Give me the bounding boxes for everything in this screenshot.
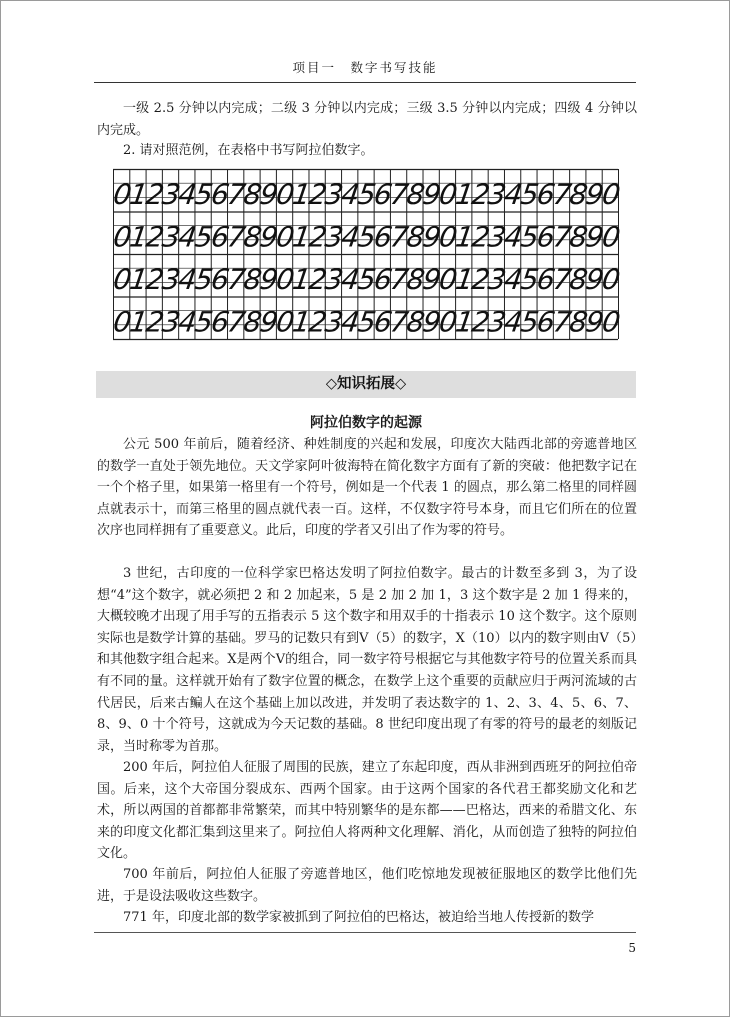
practice-digit: 6 bbox=[371, 305, 395, 339]
practice-digit: 2 bbox=[143, 305, 167, 339]
practice-digit: 9 bbox=[583, 305, 607, 339]
practice-digit: 8 bbox=[404, 305, 427, 339]
practice-digit: 8 bbox=[241, 177, 265, 211]
practice-digit: 8 bbox=[567, 305, 590, 339]
practice-digit: 1 bbox=[290, 305, 313, 339]
practice-digit: 6 bbox=[371, 262, 395, 296]
practice-digit: 7 bbox=[225, 220, 248, 254]
practice-digit: 7 bbox=[551, 305, 574, 339]
practice-digit: 2 bbox=[143, 220, 167, 254]
header-rule bbox=[94, 82, 636, 83]
practice-digit: 3 bbox=[160, 220, 183, 254]
practice-digit: 4 bbox=[339, 305, 362, 339]
practice-digit: 2 bbox=[469, 220, 493, 254]
practice-digit: 1 bbox=[127, 305, 150, 339]
practice-digit: 5 bbox=[192, 262, 216, 296]
practice-digit: 6 bbox=[371, 177, 395, 211]
practice-digit: 4 bbox=[502, 305, 525, 339]
practice-digit: 0 bbox=[274, 220, 297, 254]
practice-digit: 9 bbox=[420, 177, 444, 211]
article-paragraph: 771 年，印度北部的数学家被抓到了阿拉伯的巴格达，被迫给当地人传授新的数学 bbox=[123, 910, 594, 925]
practice-digit: 2 bbox=[469, 177, 493, 211]
practice-digit: 4 bbox=[502, 177, 525, 211]
practice-digit: 0 bbox=[437, 177, 460, 211]
practice-digit: 1 bbox=[290, 177, 313, 211]
practice-digit: 0 bbox=[111, 220, 134, 254]
practice-digit: 8 bbox=[567, 220, 590, 254]
practice-digit: 0 bbox=[111, 305, 134, 339]
practice-digit: 1 bbox=[127, 262, 150, 296]
running-header: 项目一 数字书写技能 bbox=[292, 60, 438, 75]
practice-digit: 2 bbox=[469, 262, 493, 296]
practice-digit: 6 bbox=[534, 262, 558, 296]
practice-digit: 5 bbox=[192, 177, 216, 211]
practice-digit: 6 bbox=[208, 262, 232, 296]
practice-digit: 9 bbox=[583, 262, 607, 296]
practice-digit: 0 bbox=[111, 262, 134, 296]
practice-digit: 4 bbox=[502, 220, 525, 254]
practice-digit: 5 bbox=[355, 177, 379, 211]
practice-digit: 1 bbox=[453, 220, 476, 254]
practice-digit: 3 bbox=[323, 177, 346, 211]
article-paragraph: 公元 500 年前后，随着经济、种姓制度的兴起和发展，印度次大陆西北部的旁遮普地区的数学一直处于领先地位。天文学家阿叶彼海特在简化数字方面有了新的突破：他把数字记在一个个格子里，如果第一格里有一个符号，例如是一个代表 1 的圆点，那么第二格里的同样圆点就表示十，而第三格里的圆点就代表一百。这样，不仅数字符号本身，而且它们所在的位置次序也同样拥有了重要意义。此后，印度的学者又引出了作为零的符号。 bbox=[97, 437, 637, 539]
practice-digit: 9 bbox=[420, 220, 444, 254]
practice-digit: 6 bbox=[371, 220, 395, 254]
article-paragraph: 700 年前后，阿拉伯人征服了旁遮普地区，他们吃惊地发现被征服地区的数学比他们先进，于是设法吸收这些数字。 bbox=[97, 867, 637, 904]
practice-digit: 8 bbox=[404, 177, 427, 211]
practice-digit: 8 bbox=[404, 220, 427, 254]
practice-digit: 8 bbox=[241, 262, 265, 296]
practice-digit: 1 bbox=[453, 177, 476, 211]
practice-digit: 1 bbox=[290, 262, 313, 296]
practice-digit: 4 bbox=[176, 262, 199, 296]
practice-digit: 3 bbox=[323, 305, 346, 339]
practice-digit: 2 bbox=[306, 305, 330, 339]
practice-digit: 8 bbox=[567, 262, 590, 296]
practice-digit: 2 bbox=[469, 305, 493, 339]
practice-digit: 0 bbox=[111, 177, 134, 211]
practice-digit: 7 bbox=[225, 262, 248, 296]
practice-digit: 5 bbox=[192, 305, 216, 339]
practice-digit: 4 bbox=[502, 262, 525, 296]
practice-digit: 6 bbox=[534, 305, 558, 339]
practice-digit: 2 bbox=[143, 177, 167, 211]
practice-digit: 0 bbox=[599, 262, 623, 296]
practice-digit: 3 bbox=[160, 305, 183, 339]
practice-digit: 1 bbox=[453, 305, 476, 339]
practice-digit: 1 bbox=[127, 177, 150, 211]
practice-digit: 2 bbox=[306, 220, 330, 254]
practice-digit: 4 bbox=[176, 220, 199, 254]
practice-digit: 2 bbox=[143, 262, 167, 296]
practice-digit: 7 bbox=[388, 305, 411, 339]
practice-digit: 2 bbox=[306, 177, 330, 211]
practice-digit: 3 bbox=[323, 220, 346, 254]
practice-digit: 0 bbox=[274, 177, 297, 211]
practice-digit: 3 bbox=[485, 220, 509, 254]
practice-digit: 8 bbox=[567, 177, 590, 211]
practice-digit: 7 bbox=[225, 177, 248, 211]
practice-digit: 7 bbox=[225, 305, 248, 339]
practice-digit: 6 bbox=[534, 177, 558, 211]
practice-digit: 7 bbox=[388, 177, 411, 211]
practice-digit: 9 bbox=[420, 305, 444, 339]
page-number: 5 bbox=[628, 941, 636, 955]
practice-digit: 5 bbox=[518, 177, 541, 211]
practice-digit: 0 bbox=[599, 305, 623, 339]
practice-digit: 7 bbox=[388, 220, 411, 254]
practice-digit: 0 bbox=[274, 262, 297, 296]
practice-digit: 6 bbox=[209, 305, 232, 339]
practice-digit: 9 bbox=[257, 177, 281, 211]
practice-digit: 3 bbox=[485, 305, 509, 339]
practice-digit: 5 bbox=[355, 220, 379, 254]
practice-digit: 0 bbox=[437, 262, 460, 296]
practice-digit: 0 bbox=[274, 305, 297, 339]
practice-digit: 5 bbox=[518, 262, 541, 296]
practice-digit: 8 bbox=[404, 262, 427, 296]
practice-digit: 9 bbox=[257, 305, 281, 339]
article-title: 阿拉伯数字的起源 bbox=[310, 415, 422, 431]
practice-digit: 3 bbox=[323, 262, 346, 296]
practice-digit: 9 bbox=[583, 177, 607, 211]
practice-digit: 5 bbox=[518, 305, 541, 339]
article-paragraph: 3 世纪，古印度的一位科学家巴格达发明了阿拉伯数字。最古的计数至多到 3，为了设想“4”这个数字，就必须把 2 和 2 加起来，5 是 2 加 2 加 1，3 这个数字是 2 加 1 得来的，大概较晚才出现了用手写的五指表示 5 这个数字和用双手的十指表示 10 这个数字。这个原则实际也是数学计算的基础。罗马的记数只有到Ⅴ（5）的数字，Ⅹ（10）以内的数字则由Ⅴ（5）和其他数字组合起来。Ⅹ是两个Ⅴ的组合，同一数字符号根据它与其他数字符号的位置关系而具有不同的量。这样就开始有了数字位置的概念，在数学上这个重要的贡献应归于两河流域的古代居民，后来古鳊人在这个基础上加以改进，并发明了表达数字的 1、2、3、4、5、6、7、8、9、0 十个符号，这就成为今天记数的基础。8 世纪印度出现了有零的符号的最老的刻版记录，当时称零为首那。 bbox=[97, 566, 637, 754]
digit-practice-grid bbox=[111, 169, 623, 339]
practice-digit: 7 bbox=[551, 262, 574, 296]
intro-line-1: 一级 2.5 分钟以内完成；二级 3 分钟以内完成；三级 3.5 分钟以内完成；四级 4 分钟以内完成。 bbox=[97, 101, 637, 138]
practice-digit: 1 bbox=[127, 220, 150, 254]
practice-digit: 8 bbox=[241, 220, 265, 254]
practice-digit: 5 bbox=[355, 262, 379, 296]
practice-digit: 6 bbox=[209, 177, 232, 211]
footer-rule bbox=[94, 932, 636, 933]
practice-digit: 4 bbox=[339, 177, 362, 211]
practice-digit: 7 bbox=[551, 220, 574, 254]
practice-digit: 9 bbox=[257, 220, 281, 254]
practice-digit: 3 bbox=[485, 177, 509, 211]
practice-digit: 4 bbox=[176, 305, 199, 339]
practice-digit: 5 bbox=[518, 220, 541, 254]
practice-digit: 6 bbox=[534, 220, 558, 254]
practice-digit: 5 bbox=[355, 305, 379, 339]
practice-digit: 4 bbox=[176, 177, 199, 211]
practice-digit: 1 bbox=[453, 262, 476, 296]
practice-digit: 0 bbox=[437, 305, 460, 339]
practice-digit: 3 bbox=[160, 177, 183, 211]
practice-digit: 0 bbox=[599, 177, 623, 211]
practice-digit: 7 bbox=[388, 262, 411, 296]
article-paragraph: 200 年后，阿拉伯人征服了周围的民族，建立了东起印度，西从非洲到西班牙的阿拉伯帝国。后来，这个大帝国分裂成东、西两个国家。由于这两个国家的各代君王都奖励文化和艺术，所以两国的首都都非常繁荣，而其中特别繁华的是东都——巴格达，西来的希腊文化、东来的印度文化都汇集到这里来了。阿拉伯人将两种文化理解、消化，从而创造了独特的阿拉伯文化。 bbox=[97, 760, 637, 862]
practice-digit: 0 bbox=[437, 220, 460, 254]
practice-digit: 5 bbox=[192, 220, 216, 254]
practice-digit: 8 bbox=[241, 305, 265, 339]
knowledge-banner: ◇知识拓展◇ bbox=[96, 371, 636, 398]
practice-digit: 3 bbox=[160, 262, 183, 296]
practice-digit: 4 bbox=[339, 262, 362, 296]
practice-digit: 0 bbox=[599, 220, 623, 254]
practice-digit: 4 bbox=[339, 220, 362, 254]
practice-digit: 9 bbox=[420, 262, 444, 296]
practice-digit: 9 bbox=[257, 262, 281, 296]
intro-line-2: 2. 请对照范例，在表格中书写阿拉伯数字。 bbox=[123, 143, 374, 158]
practice-digit: 2 bbox=[306, 262, 330, 296]
practice-digit: 3 bbox=[485, 262, 509, 296]
practice-digit: 7 bbox=[551, 177, 574, 211]
practice-digit: 6 bbox=[208, 220, 232, 254]
practice-digit: 1 bbox=[290, 220, 313, 254]
practice-digit: 9 bbox=[583, 220, 607, 254]
